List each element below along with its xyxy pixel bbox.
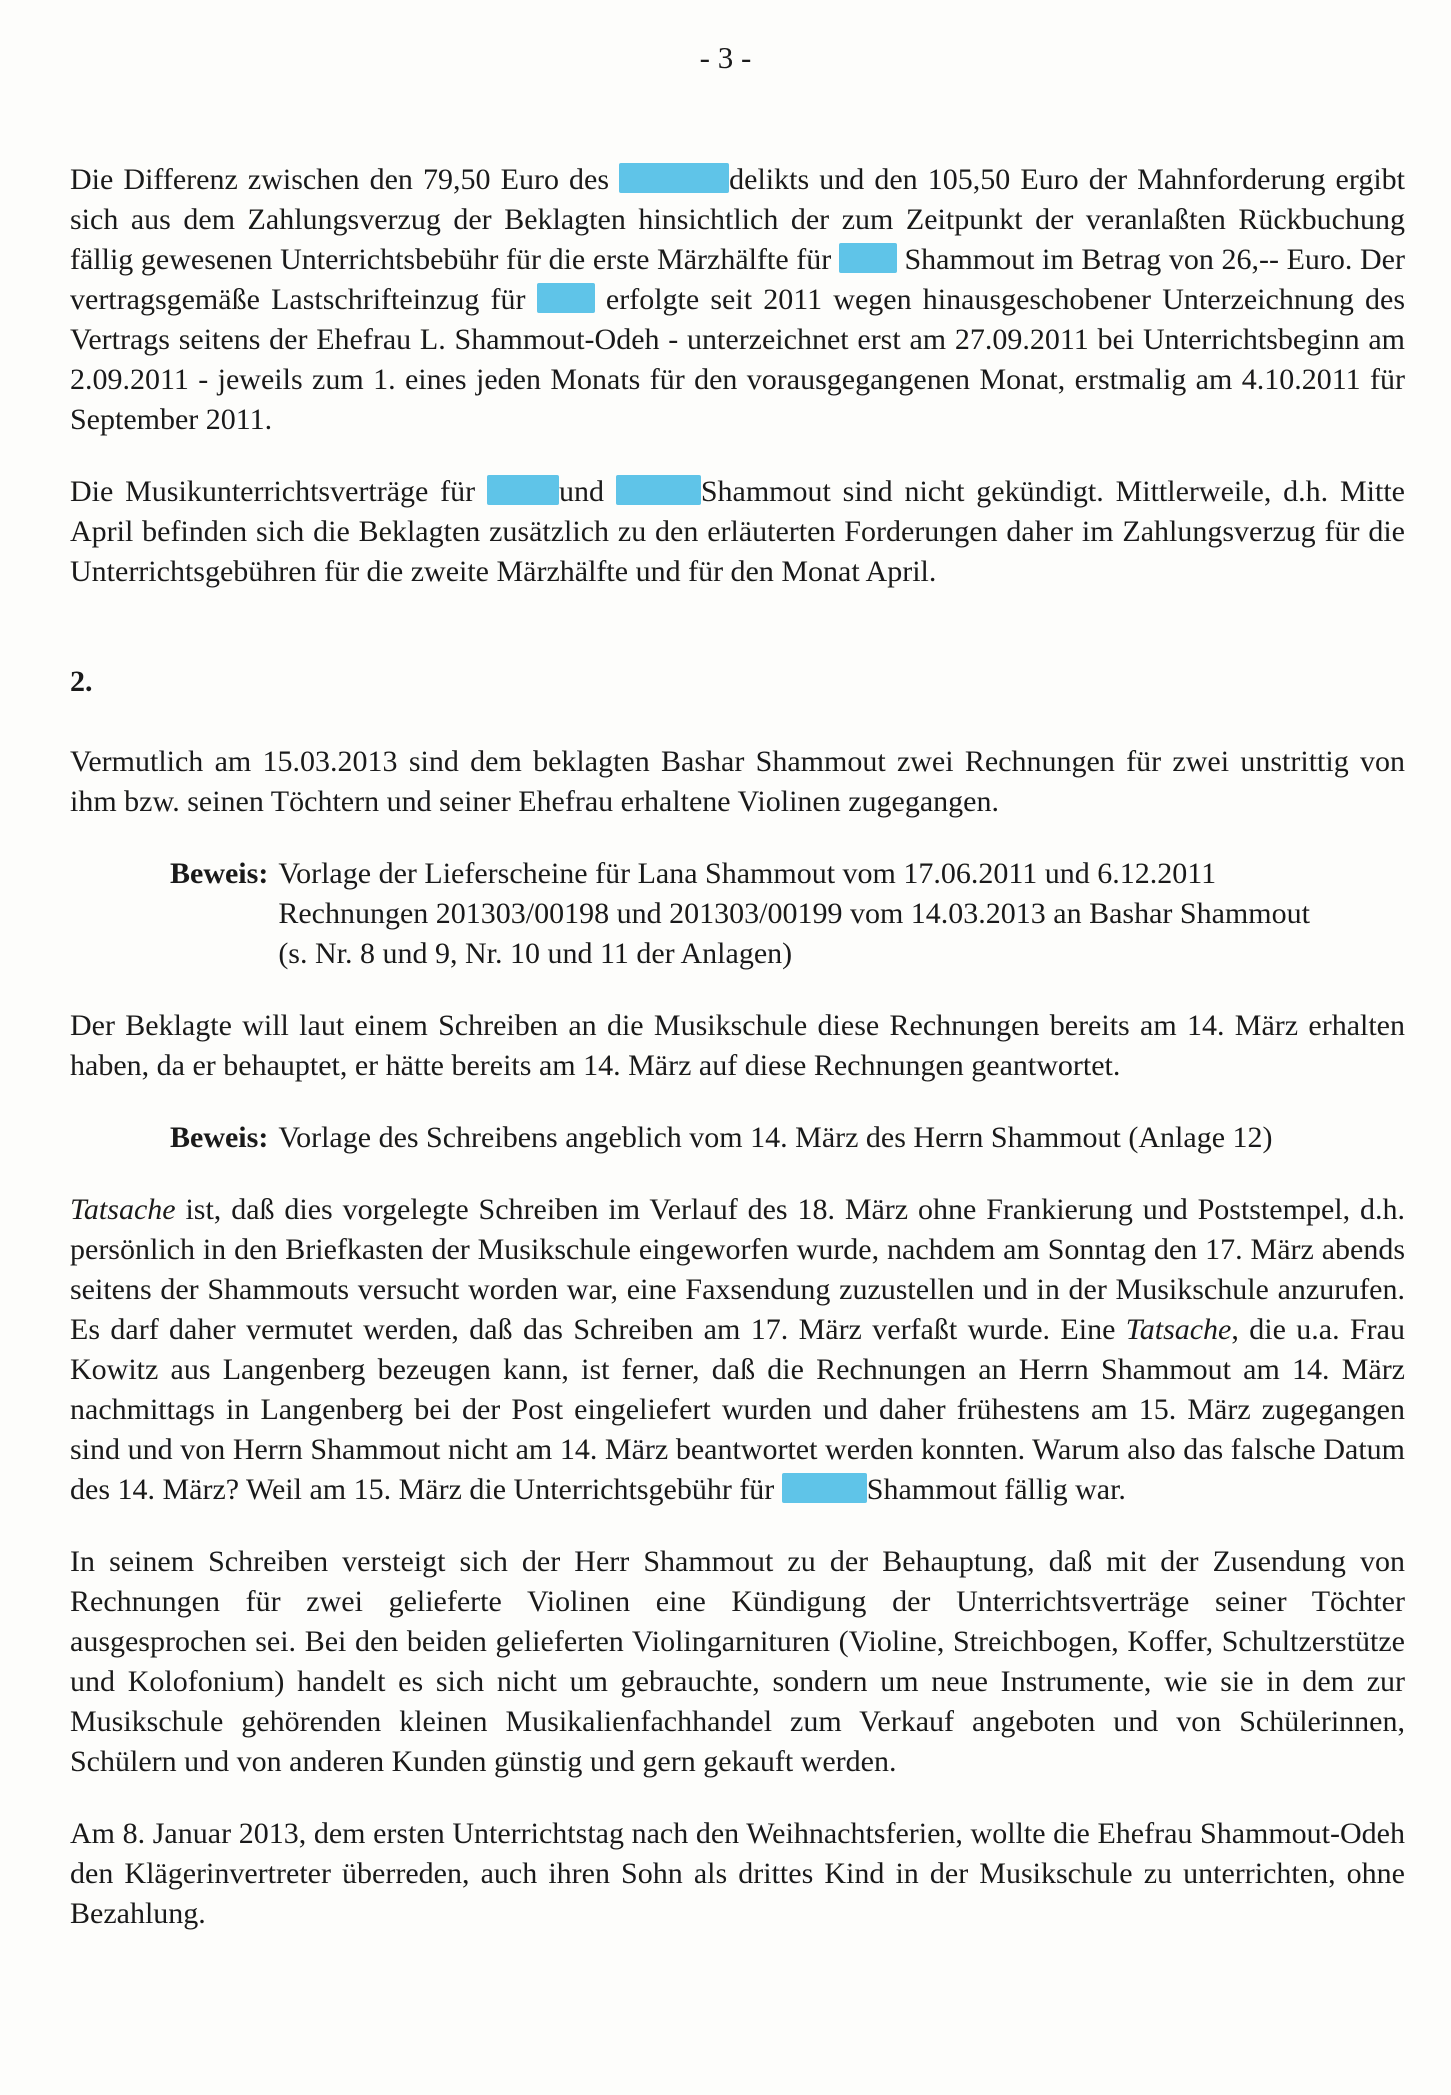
paragraph-3: Vermutlich am 15.03.2013 sind dem beklagten Bashar Shammout zwei Rechnungen für zwei unstrittig von ihm bzw. seinen Töchtern und seiner Ehefrau erhaltene Violinen zugegangen. <box>70 745 1405 818</box>
paragraph-5-part-a: ist, daß dies vorgelegte Schreiben im Verlauf des 18. März ohne Frankierung und Poststempel, d.h. persönlich in den Briefkasten der Musikschule eingeworfen wurde, nachdem am Sonntag den 17. März abends seitens der Shammouts versucht worden war, eine Faxsendung zuzustellen und in der Musikschule anzurufen. Es darf daher vermutet werden, daß das Schreiben am 17. März verfaßt wurde. Eine <box>70 1193 1405 1346</box>
paragraph-7: Am 8. Januar 2013, dem ersten Unterrichtstag nach den Weihnachtsferien, wollte die Ehefrau Shammout-Odeh den Klägerinvertreter überreden, auch ihren Sohn als drittes Kind in der Musikschule zu unterrichten, ohne Bezahlung. <box>70 1817 1405 1930</box>
paragraph-5-part-b: , die u.a. Frau Kowitz aus Langenberg bezeugen kann, ist ferner, daß die Rechnungen an Herrn Shammout am 14. März nachmittags in Langenberg bei der Post eingeliefert wurden und daher frühestens am 15. März zugegangen sind und von Herrn Shammout nicht am 14. März beantwortet werden konnten. Warum also das falsche Datum des 14. März? Weil am 15. März die Unterrichtsgebühr für <box>70 1313 1405 1506</box>
evidence-lines <box>278 854 1310 974</box>
paragraph-1-part-b: delikts und den 105,50 Euro der Mahnforderung ergibt sich aus dem Zahlungsverzug der Beklagten hinsichtlich der zum Zeitpunkt der veranlaßten Rückbuchung fällig gewesenen Unterrichtsbebühr für die erste Märzhälfte für <box>70 163 1405 276</box>
redaction-block <box>487 475 559 505</box>
document-body <box>70 160 1405 1934</box>
page-number: - 3 - <box>699 40 752 75</box>
section-heading: 2. <box>70 665 93 698</box>
evidence-line: (s. Nr. 8 und 9, Nr. 10 und 11 der Anlagen) <box>278 937 793 970</box>
evidence-line: Vorlage der Lieferscheine für Lana Shammout vom 17.06.2011 und 6.12.2011 <box>278 857 1217 890</box>
paragraph-6: In seinem Schreiben versteigt sich der Herr Shammout zu der Behauptung, daß mit der Zusendung von Rechnungen für zwei gelieferte Violinen eine Kündigung der Unterrichtsverträge seiner Töchter ausgesprochen sei. Bei den beiden gelieferten Violingarnituren (Violine, Streichbogen, Koffer, Schultzerstütze und Kolofonium) handelt es sich nicht um gebrauchte, sondern um neue Instrumente, wie sie in dem zur Musikschule gehörenden kleinen Musikalienfachhandel zum Verkauf angeboten und von Schülerinnen, Schülern und von anderen Kunden günstig und gern gekauft werden. <box>70 1545 1405 1778</box>
paragraph-2-part-a: Die Musikunterrichtsverträge für <box>70 475 487 508</box>
evidence-block-1 <box>170 854 1405 974</box>
paragraph-2 <box>70 472 1405 592</box>
evidence-line: Vorlage des Schreibens angeblich vom 14. März des Herrn Shammout (Anlage 12) <box>278 1121 1273 1154</box>
redaction-block <box>616 475 701 505</box>
paragraph-1-part-c: Shammout im Betrag von 26,-- Euro. Der vertragsgemäße Lastschrifteinzug für <box>70 243 1405 316</box>
redaction-block <box>782 1473 867 1503</box>
paragraph-1 <box>70 160 1405 440</box>
paragraph-5-part-c: Shammout fällig war. <box>866 1473 1126 1506</box>
evidence-block-2 <box>170 1118 1405 1158</box>
redaction-block <box>619 163 729 193</box>
paragraph-2-part-c: Shammout sind nicht gekündigt. Mittlerweile, d.h. Mitte April befinden sich die Beklagten zusätzlich zu den erläuterten Forderungen daher im Zahlungsverzug für die Unterrichtsgebühren für die zweite Märzhälfte und für den Monat April. <box>70 475 1405 588</box>
emphasis-tatsache: Tatsache <box>70 1193 176 1226</box>
paragraph-5 <box>70 1190 1405 1510</box>
evidence-label: Beweis: <box>170 857 269 890</box>
redaction-block <box>537 283 595 313</box>
redaction-block <box>839 243 897 273</box>
evidence-line: Rechnungen 201303/00198 und 201303/00199 vom 14.03.2013 an Bashar Shammout <box>278 897 1310 930</box>
paragraph-1-part-d: erfolgte seit 2011 wegen hinausgeschobener Unterzeichnung des Vertrags seitens der Ehefrau L. Shammout-Odeh - unterzeichnet erst am 27.09.2011 bei Unterrichtsbeginn am 2.09.2011 - jeweils zum 1. eines jeden Monats für den vorausgegangenen Monat, erstmalig am 4.10.2011 für September 2011. <box>70 283 1406 436</box>
emphasis-tatsache: Tatsache <box>1125 1313 1232 1346</box>
paragraph-1-part-a: Die Differenz zwischen den 79,50 Euro des <box>70 163 620 196</box>
evidence-label: Beweis: <box>170 1121 269 1154</box>
paragraph-4: Der Beklagte will laut einem Schreiben an die Musikschule diese Rechnungen bereits am 14. März erhalten haben, da er behauptet, er hätte bereits am 14. März auf diese Rechnungen geantwortet. <box>70 1009 1405 1082</box>
paragraph-2-part-b: und <box>559 475 616 508</box>
